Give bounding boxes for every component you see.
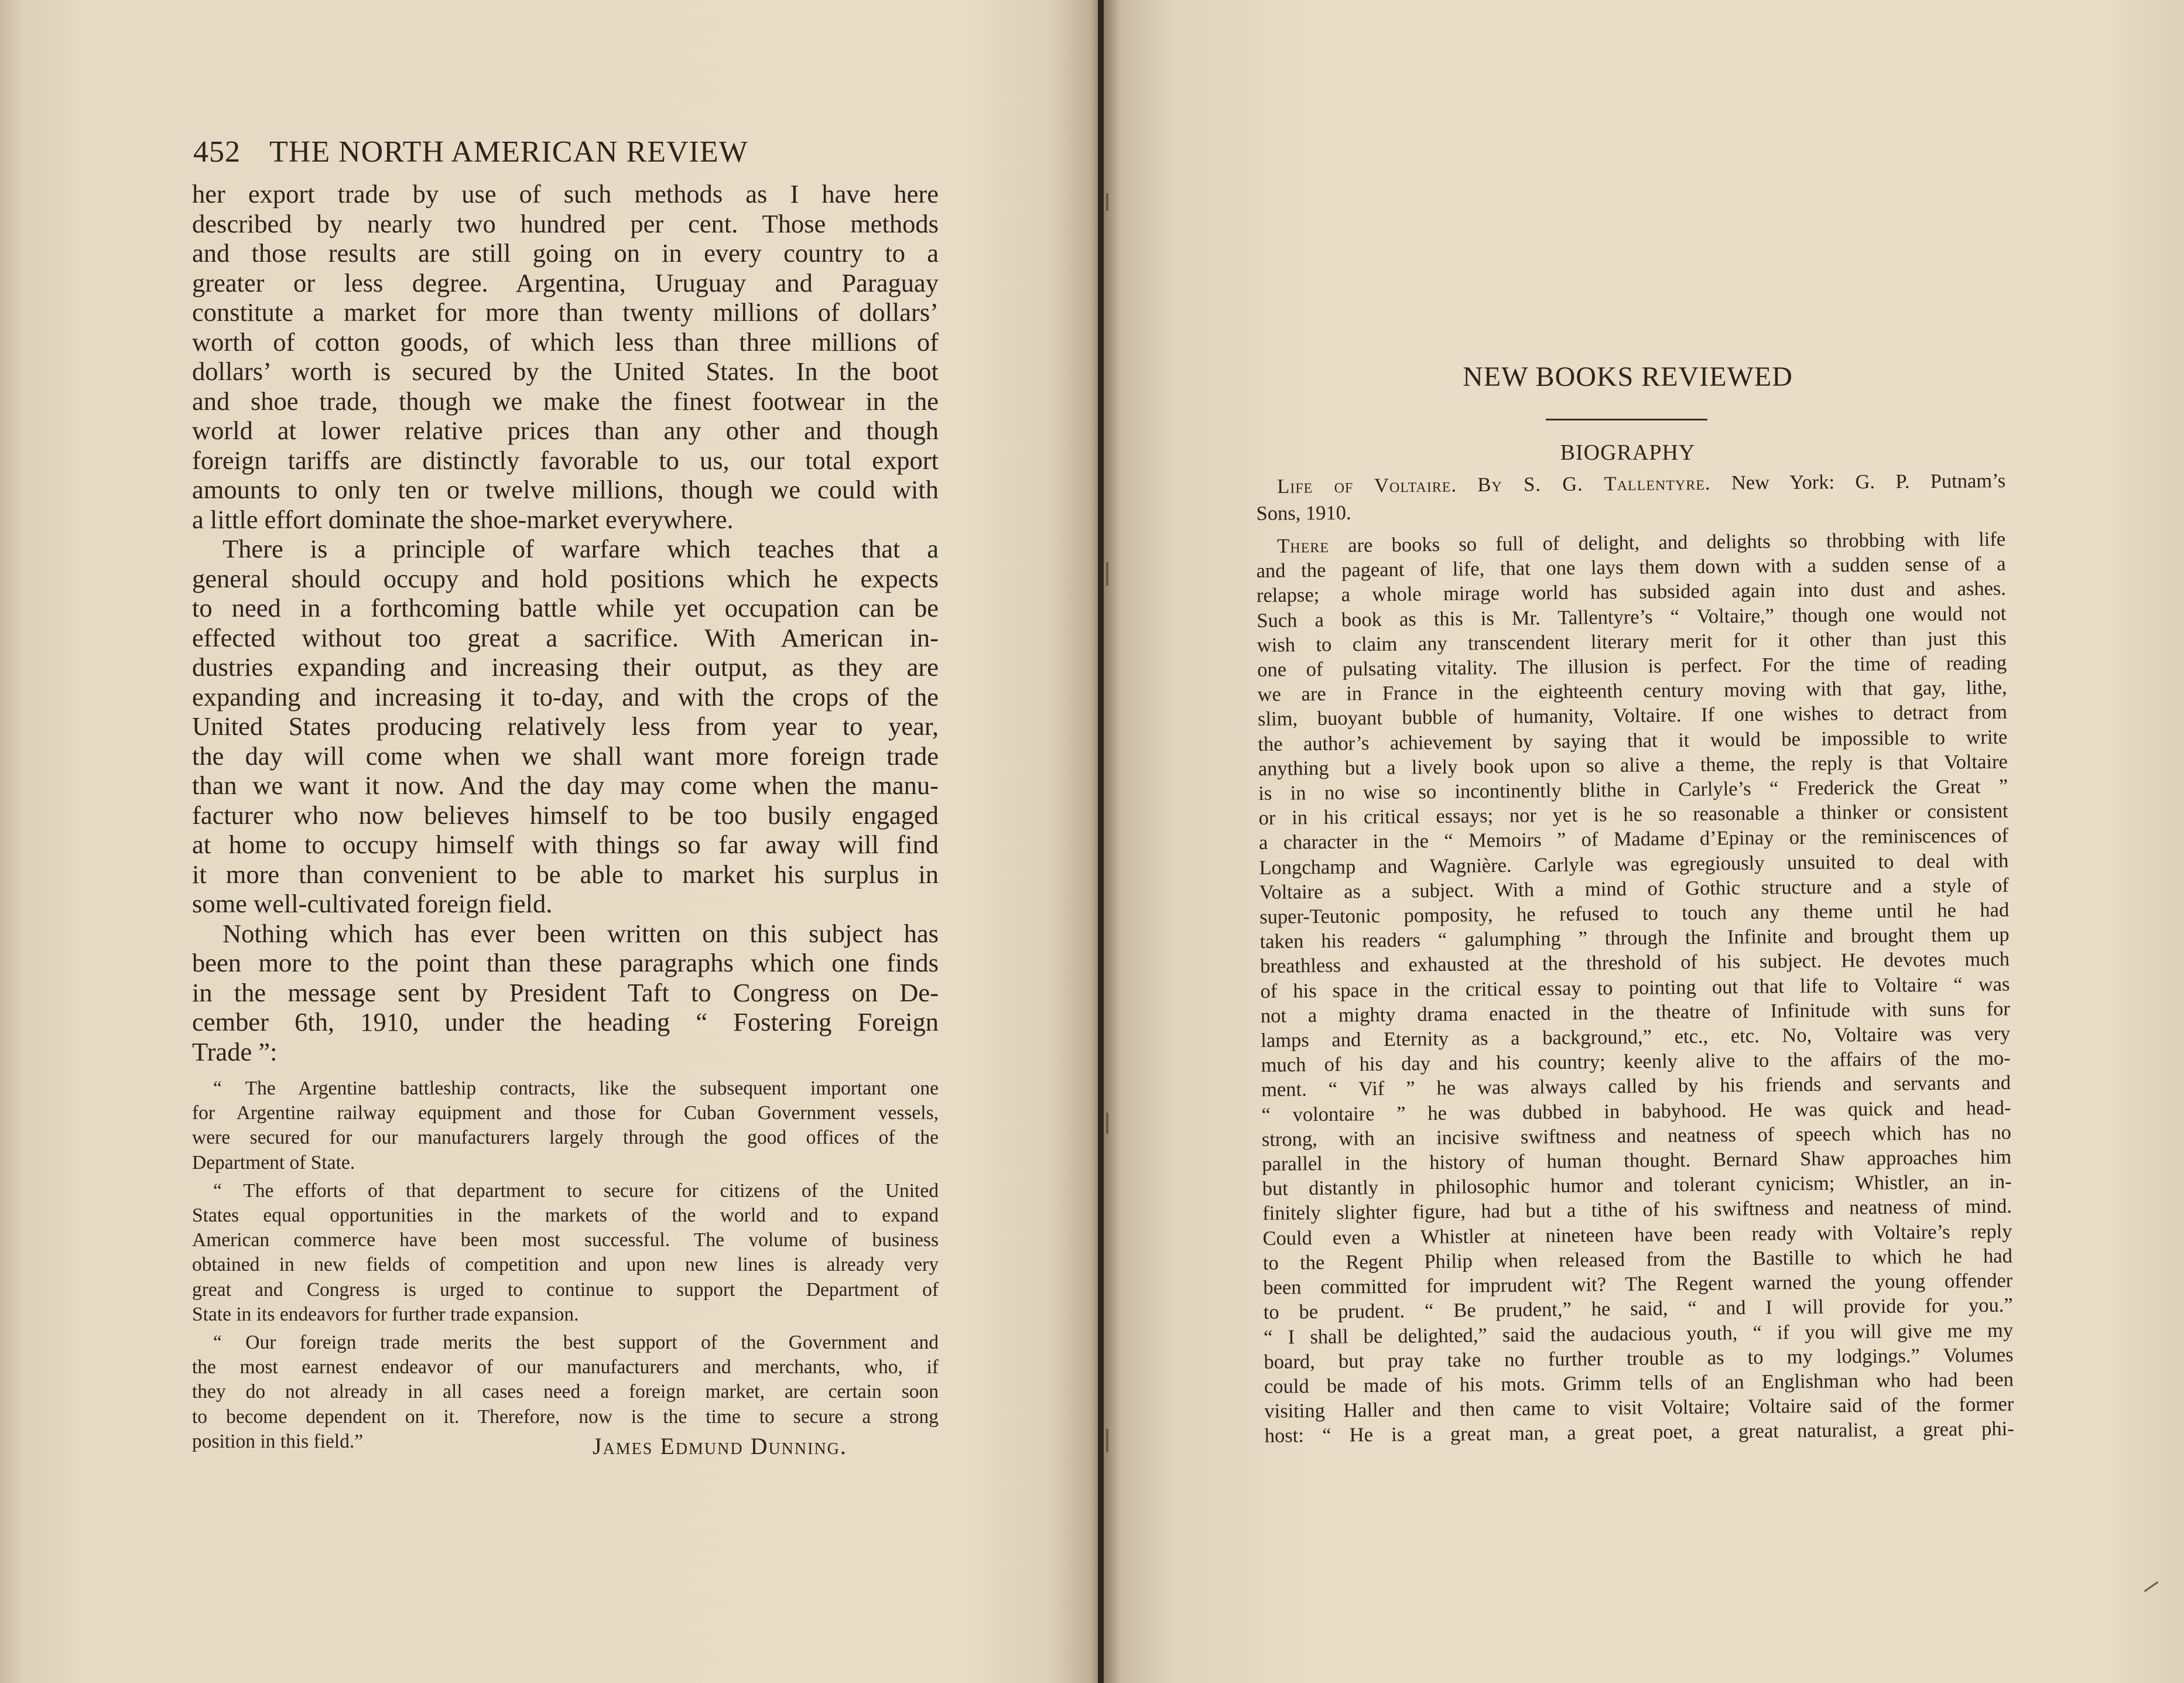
review-line: visiting Haller and then came to visit Voltaire; Voltaire said of the former: [1264, 1393, 2014, 1423]
body-line: than we want it now. And the day may come when the manu-: [192, 771, 939, 800]
body-line: described by nearly two hundred per cent. Those methods: [192, 208, 939, 238]
body-line: some well-cultivated foreign field.: [192, 889, 553, 918]
body-line: expanding and increasing it to-day, and with the crops of the: [192, 682, 939, 711]
quote-line: were secured for our manufacturers largely through the good offices of the: [192, 1127, 939, 1149]
body-line: and those results are still going on in every country to a: [192, 238, 939, 268]
review-line: Voltaire as a subject. With a mind of Gothic structure and a style of: [1259, 874, 2009, 904]
author-signature: James Edmund Dunning.: [593, 1433, 847, 1459]
review-line: Longchamp and Wagnière. Carlyle was egregiously unsuited to deal with: [1259, 849, 2009, 879]
body-line: world at lower relative prices than any other and though: [192, 416, 939, 445]
body-line: a little effort dominate the shoe-market everywhere.: [192, 504, 734, 534]
review-line: wish to claim any transcendent literary merit for it other than just this: [1257, 627, 2007, 656]
body-line: facturer who now believes himself to be too busily engaged: [192, 800, 939, 830]
quote-line: “ Our foreign trade merits the best support of the Government and: [213, 1332, 939, 1354]
book-author: By S. G. Tallentyre.: [1477, 471, 1711, 497]
review-line: ment. “ Vif ” he was always called by his friends and servants and: [1261, 1072, 2011, 1102]
quote-line: obtained in new fields of competition and upon new lines is already very: [192, 1254, 939, 1276]
review-line: Could even a Whistler at nineteen have been ready with Voltaire’s reply: [1262, 1220, 2012, 1250]
review-line: parallel in the history of human thought. Bernard Shaw approaches him: [1262, 1145, 2012, 1176]
body-line: dollars’ worth is secured by the United States. In the boot: [192, 357, 939, 386]
body-line: the day will come when we shall want more foreign trade: [192, 741, 939, 771]
title-rule: [1546, 419, 1707, 420]
review-line: one of pulsating vitality. The illusion is perfect. For the time of reading: [1257, 651, 2007, 682]
body-line: Nothing which has ever been written on this subject has: [222, 918, 939, 948]
quote-line: “ The efforts of that department to secure for citizens of the United: [213, 1179, 939, 1202]
review-line: to the Regent Philip when released from the Bastille to which he had: [1262, 1244, 2013, 1274]
body-line: greater or less degree. Argentina, Uruguay and Paraguay: [192, 268, 939, 297]
review-line: board, but pray take no further trouble as to my lodgings.” Volumes: [1264, 1343, 2014, 1373]
book-gutter: [1098, 0, 1104, 1683]
review-line: slim, buoyant bubble of humanity, Voltaire. If one wishes to detract from: [1257, 701, 2008, 731]
quote-line: “ The Argentine battleship contracts, like the subsequent important one: [213, 1077, 939, 1099]
review-line: the author’s achievement by saying that it would be impossible to write: [1258, 726, 2008, 755]
review-line: but distantly in philosophic humor and tolerant cynicism; Whistler, an in-: [1262, 1170, 2012, 1200]
body-line: been more to the point than these paragraphs which one finds: [192, 948, 939, 977]
review-line: or in his critical essays; nor yet is he so reasonable a thinker or consistent: [1258, 799, 2008, 830]
book-title: Life of Voltaire.: [1277, 474, 1457, 498]
body-line: worth of cotton goods, of which less than three millions of: [192, 327, 939, 357]
quote-line: to become dependent on it. Therefore, now is the time to secure a strong: [192, 1405, 939, 1428]
body-line: it more than convenient to be able to market his surplus in: [192, 859, 939, 889]
body-text: [192, 179, 939, 1066]
review-line: lamps and Eternity as a background,” etc., etc. No, Voltaire was very: [1261, 1022, 2011, 1052]
review-line: are books so full of delight, and delights so throbbing with life: [1348, 528, 2006, 557]
body-line: constitute a market for more than twenty millions of dollars’: [192, 297, 939, 327]
review-line: to be prudent. “ Be prudent,” he said, “ and I will provide for you.”: [1263, 1294, 2013, 1324]
binding-thread: [1106, 193, 1108, 211]
review-line: breathless and exhausted at the threshold of his subject. He devotes much: [1259, 948, 2010, 978]
review-line: and the pageant of life, that one lays them down with a sudden sense of a: [1256, 552, 2006, 583]
review-line: we are in France in the eighteenth century moving with that gay, lithe,: [1257, 676, 2007, 706]
quote-line: State in its endeavors for further trade expansion.: [192, 1303, 579, 1325]
quote-line: American commerce have been most successful. The volume of business: [192, 1229, 939, 1251]
review-line: taken his readers “ galumphing ” through the Infinite and brought them up: [1259, 923, 2010, 953]
section-title: NEW BOOKS REVIEWED: [1463, 361, 1793, 392]
body-line: amounts to only ten or twelve millions, though we could with: [192, 475, 939, 504]
review-line: relapse; a whole mirage world has subsided again into dust and ashes.: [1256, 577, 2007, 607]
category-heading: BIOGRAPHY: [1560, 440, 1696, 465]
review-line: much of his day and his country; keenly alive to the affairs of the mo-: [1261, 1046, 2011, 1077]
review-line: anything but a lively book upon so alive a theme, the reply is that Voltaire: [1258, 750, 2008, 780]
review-line: “ I shall be delighted,” said the audacious youth, “ if you will give me my: [1263, 1319, 2014, 1349]
review-line: of his space in the critical essay to pointing out that life to Voltaire “ was: [1260, 973, 2010, 1003]
quote-line: States equal opportunities in the markets of the world and to expand: [192, 1205, 939, 1227]
journal-title: THE NORTH AMERICAN REVIEW: [269, 135, 748, 169]
body-line: foreign tariffs are distinctly favorable to us, our total export: [192, 445, 939, 475]
page-number: 452: [193, 135, 241, 169]
running-head: [193, 134, 954, 171]
review-line: could be made of his mots. Grimm tells of an Englishman who had been: [1264, 1368, 2014, 1398]
review-line: Such a book as this is Mr. Tallentyre’s “ Voltaire,” though one would not: [1257, 602, 2007, 632]
book-publisher-line2: Sons, 1910.: [1256, 501, 1351, 525]
body-line: her export trade by use of such methods as I have here: [192, 179, 939, 208]
review-line: “ volontaire ” he was dubbed in babyhood. He was quick and head-: [1261, 1096, 2011, 1126]
review-line: strong, with an incisive swiftness and neatness of speech which has no: [1261, 1121, 2012, 1151]
review-line: a character in the “ Memoirs ” of Madame d’Epinay or the reminiscences of: [1258, 825, 2009, 854]
review-line: is in no wise so incontinently blithe in Carlyle’s “ Frederick the Great ”: [1258, 775, 2008, 805]
review-line: host: “ He is a great man, a great poet, a great naturalist, a great phi-: [1264, 1417, 2014, 1448]
review-lead-word: There: [1277, 534, 1330, 557]
body-line: in the message sent by President Taft to Congress on De-: [192, 977, 939, 1007]
body-line: and shoe trade, though we make the finest footwear in the: [192, 386, 939, 416]
body-line: dustries expanding and increasing their output, as they are: [192, 652, 939, 682]
binding-thread: [1106, 1113, 1108, 1134]
body-line: cember 6th, 1910, under the heading “ Fostering Foreign: [192, 1007, 939, 1037]
body-line: There is a principle of warfare which teaches that a: [222, 534, 939, 563]
body-line: Trade ”:: [192, 1037, 278, 1066]
review-line: not a mighty drama enacted in the theatre of Infinitude with suns for: [1260, 997, 2011, 1027]
quote-line: position in this field.”: [192, 1430, 364, 1452]
quote-line: great and Congress is urged to continue to support the Department of: [192, 1278, 939, 1301]
review-line: super-Teutonic pomposity, he refused to touch any theme until he had: [1259, 898, 2010, 929]
quote-line: they do not already in all cases need a foreign market, are certain soon: [192, 1381, 939, 1403]
body-line: general should occupy and hold positions which he expects: [192, 563, 939, 593]
body-line: United States producing relatively less from year to year,: [192, 711, 939, 741]
review-heading: [1256, 467, 2006, 527]
review-text: [1256, 527, 2014, 1449]
quote-line: Department of State.: [192, 1151, 355, 1174]
quote-line: for Argentine railway equipment and those for Cuban Government vessels,: [192, 1102, 939, 1124]
quoted-message: [192, 1076, 939, 1454]
body-line: effected without too great a sacrifice. With American in-: [192, 622, 939, 652]
book-publisher: New York: G. P. Putnam’s: [1731, 469, 2006, 494]
review-line: been committed for imprudent wit? The Regent warned the young offender: [1263, 1269, 2013, 1299]
review-line: finitely slighter figure, had but a tithe of his swiftness and neatness of mind.: [1262, 1195, 2012, 1225]
body-line: to need in a forthcoming battle while yet occupation can be: [192, 593, 939, 622]
binding-thread: [1106, 562, 1108, 586]
quote-line: the most earnest endeavor of our manufacturers and merchants, who, if: [192, 1356, 939, 1378]
body-line: at home to occupy himself with things so far away will find: [192, 830, 939, 859]
binding-thread: [1106, 1429, 1108, 1452]
